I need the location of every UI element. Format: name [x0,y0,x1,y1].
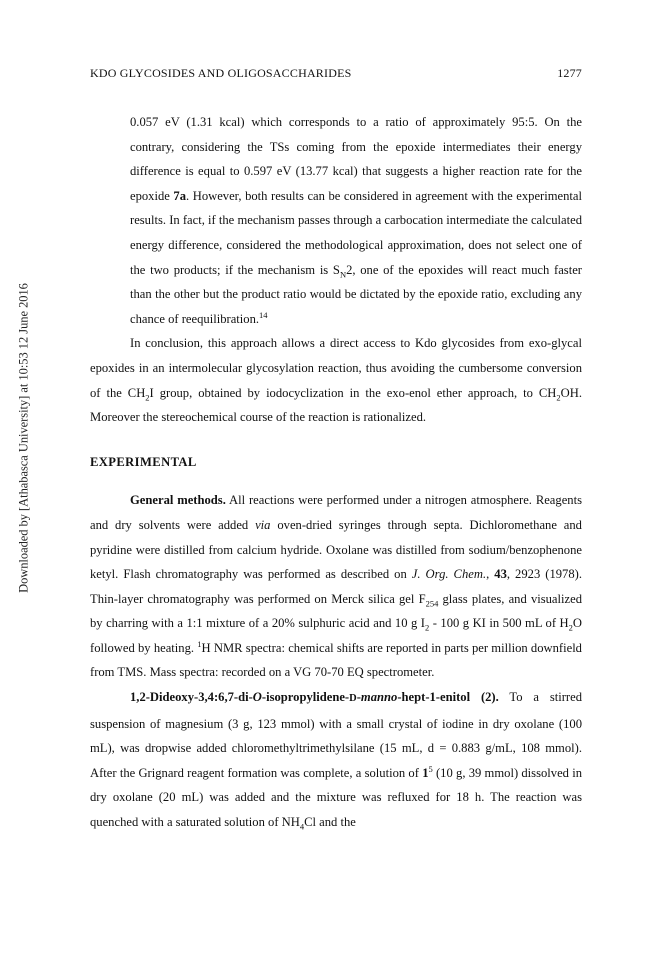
page-body [90,110,582,835]
paragraph-continuation [90,110,582,331]
text-run: Cl and the [304,815,356,830]
journal-name: J. Org. Chem. [411,567,487,582]
compound-title-italic: manno [360,690,398,705]
superscript: 1 [197,638,202,649]
text-run: In conclusion, this approach allows a direct access to Kdo glycosides from exo-glycal epoxides in an intermolecular glycosylation reaction, thus avoiding the cumbersome conversion of the CH [90,336,582,400]
text-run: , [486,567,495,582]
running-header [90,66,582,84]
paragraph-compound-2 [90,685,582,835]
subscript: 2 [424,622,430,633]
compound-title: - [356,690,361,705]
text-run: H NMR spectra: chemical shifts are reported in parts per million downfield from TMS. Mass spectra: recorded on a VG 70-70 EQ spectrometer. [90,640,582,680]
text-run: All reactions were performed under a nitrogen atmosphere. Reagents and dry solvents were added [90,493,582,532]
paragraph-general-methods [90,488,582,685]
text-run: (10 g, 39 mmol) dissolved in dry oxolane (20 mL) was added and the mixture was refluxed for 18 h. The reaction was quenched with a saturated solution of NH [90,765,583,830]
small-caps-d: D [349,693,357,705]
subscript: 254 [425,598,439,609]
run-in-heading: General methods. [130,493,226,508]
text-run: , 2923 (1978). Thin-layer chromatography was performed on Merck silica gel F [90,567,582,606]
text-run: I group, obtained by iodocyclization in the exo-enol ether approach, to CH [149,385,557,400]
text-run: oven-dried syringes through septa. Dichloromethane and pyridine were distilled from calcium hydride. Oxolane was distilled from sodium/benzophenone ketyl. Flash chromatography was performed as described on [90,517,582,582]
subscript: N [339,269,347,280]
download-watermark [14,128,34,748]
subscript: 2 [145,392,150,403]
subscript: 2 [568,622,573,633]
text-run: 0.057 eV (1.31 kcal) which corresponds to a ratio of approximately 95:5. On the contrary, considering the TSs coming from the epoxide intermediates their energy difference is equal to 0.597 eV (13.77 kcal) that suggests a higher reaction rate for the epoxide [130,115,582,203]
download-watermark-text: Downloaded by [Athabasca University] at 10:53 12 June 2016 [16,283,31,593]
compound-title: -isopropylidene- [261,690,350,705]
text-run: To a stirred suspension of magnesium (3 g, 123 mmol) with a small crystal of iodine in dry oxolane (100 mL), was dropwise added chloromethyltrimethylsilane (15 mL, d = 0.883 g/mL, 108 mmol). After the Grignard reagent formation was complete, a solution of [90,690,583,780]
text-run: 2, one of the epoxides will react much faster than the other but the product ratio would be dictated by the epoxide ratio, excluding any chance of reequilibration. [130,262,582,326]
subscript: 4 [299,821,305,832]
text-run: glass plates, and visualized by charring with a 1:1 mixture of a 20% sulphuric acid and 10 g I [90,591,582,631]
text-run: O followed by heating. [90,616,582,655]
text-run: - 100 g KI in 500 mL of H [429,616,569,631]
compound-ref: 7a [173,188,187,203]
text-run: . However, both results can be considered in agreement with the experimental results. In fact, if the mechanism passes through a carbocation intermediate the calculated energy difference, considered the methodological approximation, does not select one of the two products; if the mechanism is S [130,188,582,277]
footnote-ref: 14 [259,309,268,320]
compound-ref: 1 [422,765,429,780]
page-number: 1277 [557,66,582,80]
compound-title: -hept-1-enitol (2). [397,690,499,705]
footnote-ref: 5 [428,763,433,774]
text-run: OH. Moreover the stereochemical course of the reaction is rationalized. [90,385,583,425]
volume-number: 43 [494,567,507,582]
compound-title: 1,2-Dideoxy-3,4:6,7-di- [130,690,253,705]
paragraph-conclusion [90,331,582,429]
running-title: KDO GLYCOSIDES AND OLIGOSACCHARIDES [90,66,352,80]
compound-title-italic: O [252,690,262,705]
section-heading: EXPERIMENTAL [90,454,197,469]
italic-text: via [255,517,271,532]
subscript: 2 [556,392,561,403]
